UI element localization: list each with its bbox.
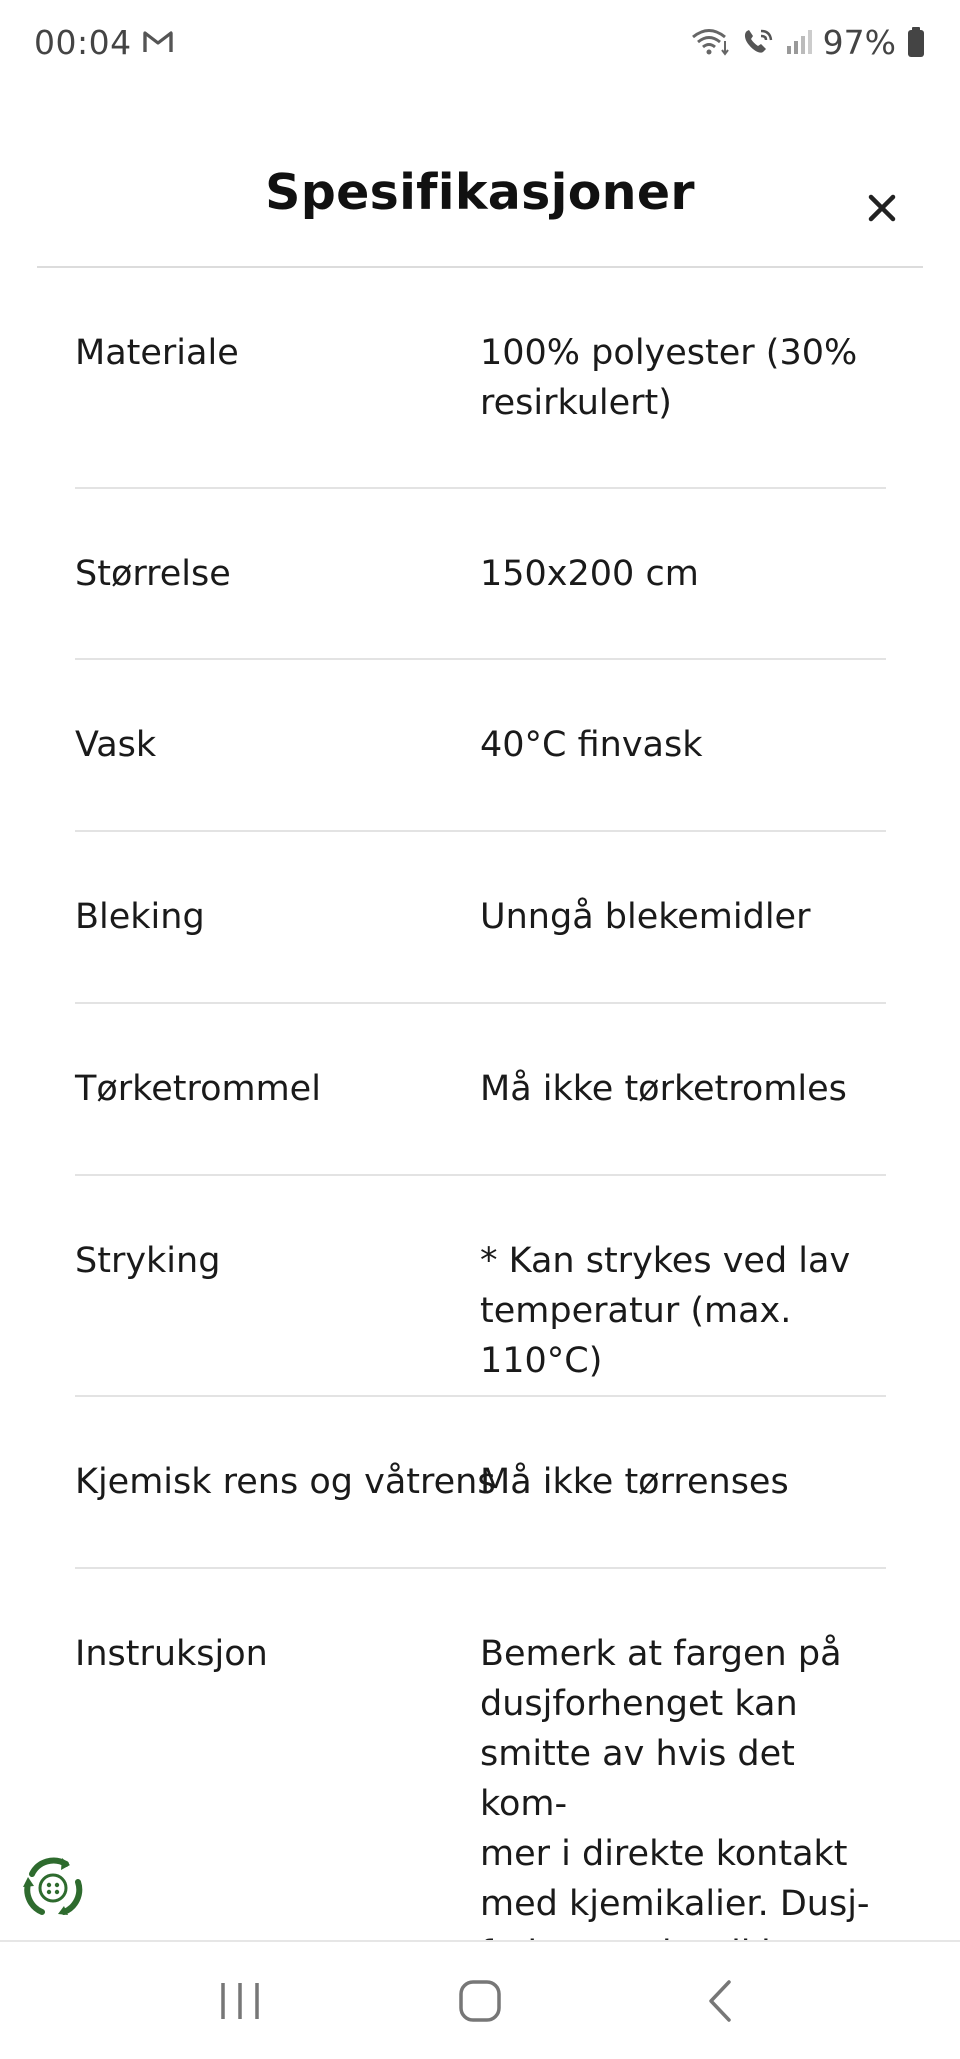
home-icon (458, 1979, 502, 2023)
back-button[interactable] (675, 1961, 765, 2041)
spec-row-instruksjon (75, 1569, 886, 1969)
spec-row-storrelse (75, 489, 886, 660)
spec-value (480, 1629, 886, 1979)
status-time: 00:04 (34, 22, 132, 62)
spec-label: Bleking (75, 897, 205, 937)
spec-value-line: Må ikke tørketromles (480, 1069, 847, 1109)
spec-label: Kjemisk rens og våtrens (75, 1462, 496, 1502)
spec-value (480, 720, 886, 770)
spec-value-line: 40°C finvask (480, 725, 703, 765)
spec-label: Materiale (75, 333, 239, 373)
spec-value-line: med kjemikalier. Dusj- (480, 1884, 870, 1924)
spec-value-line: Må ikke tørrenses (480, 1462, 789, 1502)
spec-value (480, 892, 886, 942)
spec-row-materiale (75, 268, 886, 489)
status-bar (0, 0, 960, 84)
signal-icon (785, 28, 813, 56)
spec-value-line: * Kan strykes ved lav (480, 1241, 851, 1281)
battery-percent: 97% (822, 22, 896, 62)
spec-value-line: Unngå blekemidler (480, 897, 811, 937)
gmail-icon (142, 29, 174, 55)
spec-value-line: dusjforhenget kan (480, 1684, 798, 1724)
specs-table (75, 268, 886, 1969)
spec-row-stryking (75, 1176, 886, 1397)
eco-recycle-icon (18, 1852, 88, 1922)
spec-value-line: smitte av hvis det kom- (480, 1734, 795, 1824)
spec-value-line: mer i direkte kontakt (480, 1834, 848, 1874)
home-button[interactable] (435, 1961, 525, 2041)
recent-apps-icon (219, 1981, 261, 2021)
spec-row-kjemisk-rens (75, 1397, 886, 1569)
eco-badge-button[interactable] (18, 1852, 88, 1922)
spec-value-line: 150x200 cm (480, 554, 699, 594)
battery-icon (906, 26, 926, 58)
spec-row-bleking (75, 832, 886, 1004)
back-icon (705, 1979, 735, 2023)
spec-value-line: 100% polyester (30% (480, 333, 858, 373)
dialog-header (0, 140, 960, 260)
spec-label: Instruksjon (75, 1634, 268, 1674)
wifi-icon (691, 27, 731, 57)
status-right (691, 23, 926, 62)
close-button[interactable] (856, 182, 908, 234)
spec-value (480, 328, 886, 428)
spec-value (480, 549, 886, 599)
spec-value-line: Bemerk at fargen på (480, 1634, 842, 1674)
wifi-call-icon (741, 27, 775, 57)
page-title: Spesifikasjoner (265, 164, 695, 221)
spec-label: Vask (75, 725, 157, 765)
spec-value (480, 1236, 886, 1386)
spec-label: Størrelse (75, 554, 231, 594)
spec-row-vask (75, 660, 886, 832)
close-icon (867, 193, 897, 223)
recent-apps-button[interactable] (195, 1961, 285, 2041)
spec-value-line: temperatur (max. 110°C) (480, 1291, 792, 1381)
spec-label: Tørketrommel (75, 1069, 321, 1109)
system-nav-bar (0, 1940, 960, 2059)
spec-row-torketrommel (75, 1004, 886, 1176)
spec-label: Stryking (75, 1241, 221, 1281)
status-left (34, 23, 174, 62)
spec-value-line: resirkulert) (480, 383, 672, 423)
spec-value (480, 1064, 886, 1114)
spec-value (480, 1457, 886, 1507)
